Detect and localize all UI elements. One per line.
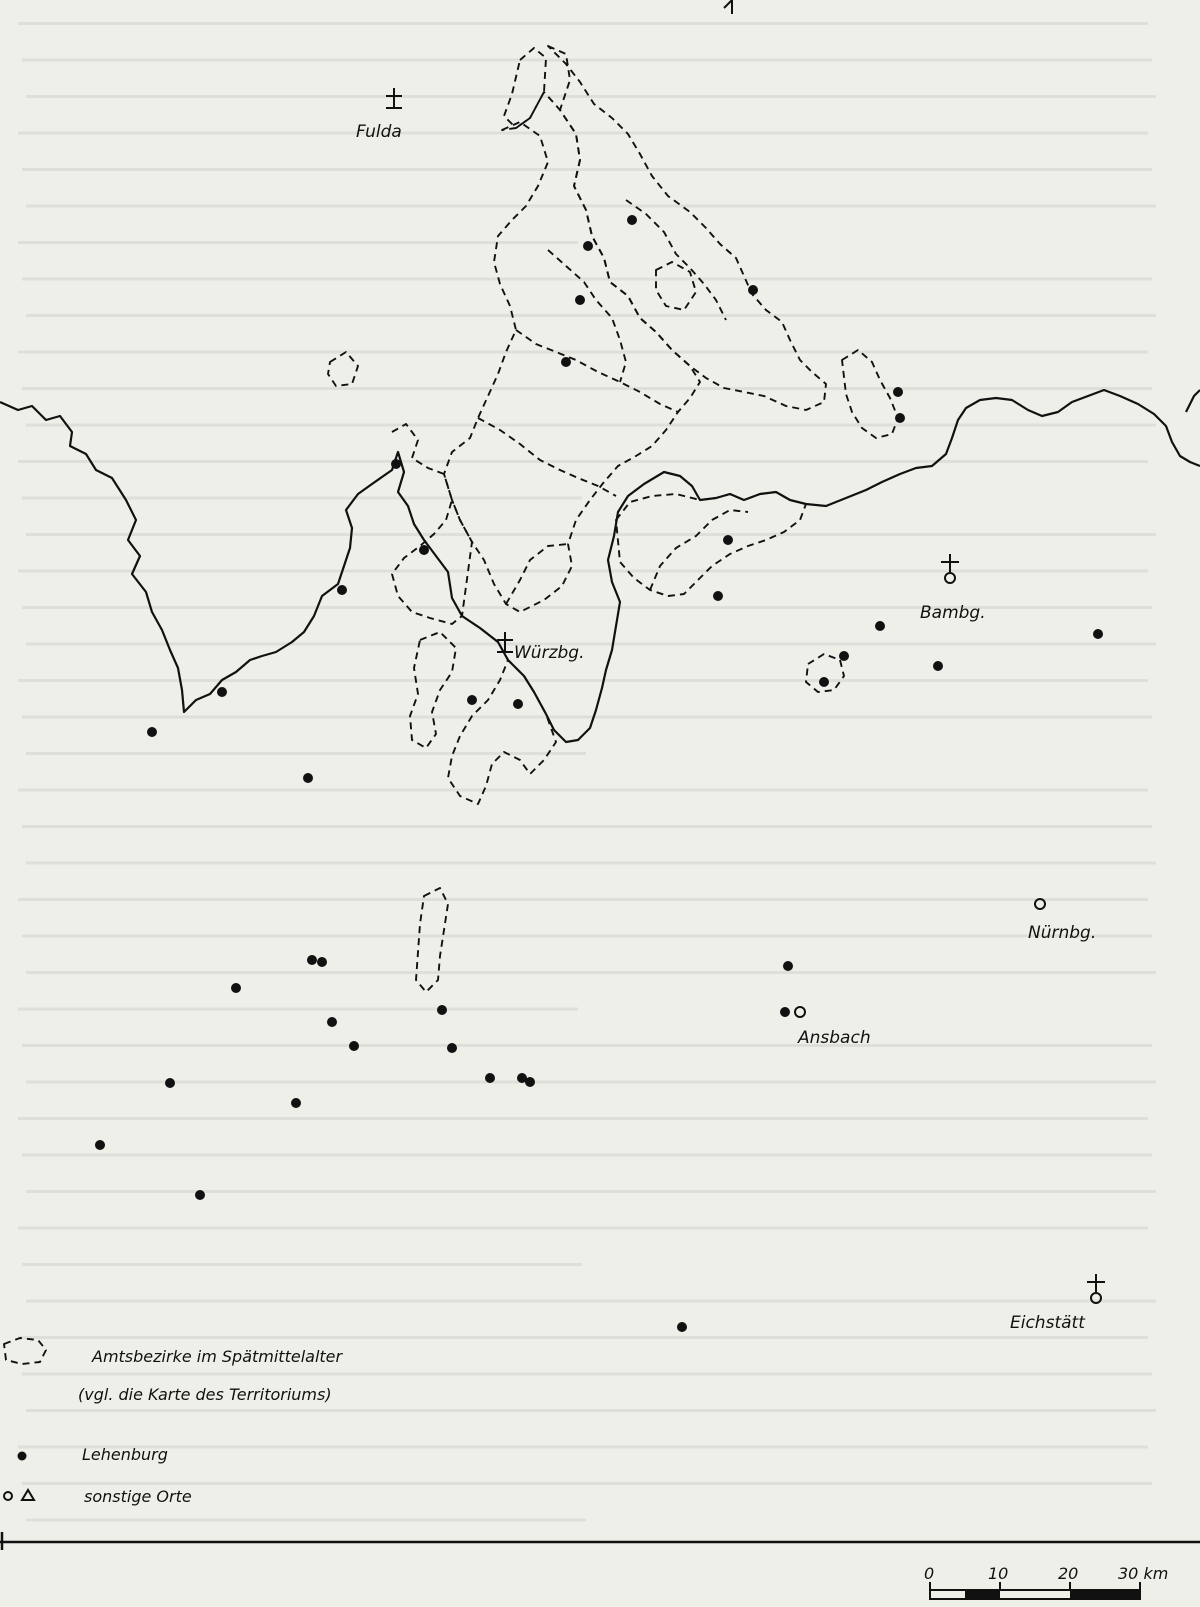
lehenburg-dot [1093, 629, 1103, 639]
district-outline-south-lobe [416, 888, 448, 992]
scale-bar [924, 1564, 1168, 1599]
lehenburg-dot [217, 687, 227, 697]
district-outline-west [392, 424, 472, 624]
lehenburg-dot [231, 983, 241, 993]
lehenburg-dot [839, 651, 849, 661]
place-label-eichstaett: Eichstätt [1010, 1313, 1085, 1333]
scale-bar-fill [965, 1590, 1000, 1599]
show-through-line [22, 1044, 1152, 1047]
lehenburg-dot [713, 591, 723, 601]
district-outline-internal-6 [626, 200, 726, 320]
territory-boundary-line [0, 390, 1200, 742]
show-through-line [22, 387, 1152, 390]
lehenburg-dot [291, 1098, 301, 1108]
show-through-line [26, 862, 1156, 865]
district-outline-legend-sample [4, 1338, 46, 1364]
lehenburg-dot [485, 1073, 495, 1083]
legend-sonstige-orte-label: sonstige Orte [84, 1487, 192, 1506]
lehenburg-dot [723, 535, 733, 545]
legend-amtsbezirke-label: Amtsbezirke im Spätmittelalter [92, 1347, 343, 1366]
show-through-line [18, 1446, 1148, 1449]
show-through-line [18, 351, 1148, 354]
district-outline-small-1 [328, 352, 358, 386]
lehenburg-dot [195, 1190, 205, 1200]
cross-icon [1087, 1274, 1105, 1303]
lehenburg-dot [337, 585, 347, 595]
district-outline-east [616, 492, 806, 596]
lehenburg-dot [677, 1322, 687, 1332]
lehenburg-dot [303, 773, 313, 783]
lehenburg-dot [317, 957, 327, 967]
lehenburg-dot [819, 677, 829, 687]
lehenburg-dots [95, 215, 1103, 1332]
show-through-line [18, 789, 1148, 792]
show-through-line [18, 570, 1148, 573]
show-through-line [26, 205, 1156, 208]
show-through-line [18, 22, 1148, 25]
show-through-line [22, 1373, 1152, 1376]
show-through-line [22, 825, 1152, 828]
lehenburg-dot [327, 1017, 337, 1027]
show-through-line [22, 1154, 1152, 1157]
show-through-line [22, 278, 1152, 281]
show-through-line [26, 643, 1156, 646]
lehenburg-dot [437, 1005, 447, 1015]
lehenburg-dot [783, 961, 793, 971]
show-through-line [26, 1519, 586, 1522]
lehenburg-dot [780, 1007, 790, 1017]
show-through-line [26, 1190, 1156, 1193]
north-arrow-icon [724, 0, 732, 14]
lehenburg-dot [575, 295, 585, 305]
territory-boundary-line-ne [1186, 390, 1200, 412]
district-outline-internal-7 [656, 262, 696, 310]
scale-tick-label: 10 [988, 1564, 1009, 1583]
show-through-line [22, 59, 1152, 62]
cross-icon [941, 554, 959, 583]
show-through-line [26, 424, 1156, 427]
show-through-line [22, 1482, 1152, 1485]
cross-icon [497, 632, 513, 652]
legend-lehenburg-dot [18, 1452, 27, 1461]
scale-tick-label: 0 [924, 1564, 935, 1583]
scale-tick-label: 30 km [1118, 1564, 1169, 1583]
place-label-fulda: Fulda [356, 122, 402, 142]
show-through-line [22, 935, 1152, 938]
show-through-line [18, 1227, 1148, 1230]
legend-triangle-icon [22, 1490, 34, 1500]
lehenburg-dot [525, 1077, 535, 1087]
lehenburg-dot [893, 387, 903, 397]
scale-bar-fill [1070, 1590, 1140, 1599]
show-through-line [18, 241, 578, 244]
lehenburg-dot [165, 1078, 175, 1088]
show-through-line [18, 460, 1148, 463]
place-label-bamberg: Bambg. [920, 603, 986, 623]
lehenburg-dot [419, 545, 429, 555]
lehenburg-dot [447, 1043, 457, 1053]
scale-tick-label: 20 [1058, 1564, 1079, 1583]
legend-circle-icon [4, 1492, 12, 1500]
show-through-line [18, 1336, 1148, 1339]
lehenburg-dot [349, 1041, 359, 1051]
lehenburg-dot [583, 241, 593, 251]
place-label-wuerzburg: Würzbg. [514, 643, 585, 663]
show-through-line [26, 1409, 1156, 1412]
show-through-line [18, 1008, 578, 1011]
lehenburg-dot [933, 661, 943, 671]
show-through-line [18, 132, 1148, 135]
legend-amtsbezirke-note: (vgl. die Karte des Territoriums) [78, 1385, 332, 1404]
show-through-line [18, 1117, 1148, 1120]
lehenburg-dot [467, 695, 477, 705]
place-label-nuernberg: Nürnbg. [1028, 923, 1097, 943]
show-through-line [26, 314, 1156, 317]
show-through-line [22, 168, 1152, 171]
show-through-line [26, 533, 1156, 536]
show-through-line [22, 1263, 582, 1266]
lehenburg-dot [391, 459, 401, 469]
show-through-line [18, 898, 1148, 901]
lehenburg-dot [95, 1140, 105, 1150]
show-through-line [26, 1081, 1156, 1084]
show-through-line [22, 716, 1152, 719]
lehenburg-dot [147, 727, 157, 737]
lehenburg-dot [748, 285, 758, 295]
place-label-ansbach: Ansbach [798, 1028, 871, 1048]
show-through-line [26, 752, 586, 755]
show-through-line [26, 1300, 1156, 1303]
show-through-line [26, 971, 1156, 974]
show-through-line [26, 95, 1156, 98]
show-through-line [22, 497, 582, 500]
lehenburg-dot [513, 699, 523, 709]
place-symbols [386, 0, 1105, 1303]
lehenburg-dot [895, 413, 905, 423]
district-outline-internal-3 [478, 418, 616, 496]
district-outline-internal-1 [516, 330, 678, 412]
lehenburg-dot [561, 357, 571, 367]
legend-lehenburg-label: Lehenburg [82, 1445, 168, 1464]
district-outline-internal-4 [506, 544, 568, 604]
lehenburg-dot [875, 621, 885, 631]
lehenburg-dot [307, 955, 317, 965]
show-through-line [18, 679, 1148, 682]
circle-icon [795, 1007, 805, 1017]
district-outline-southwest [410, 632, 456, 748]
lehenburg-dot [627, 215, 637, 225]
